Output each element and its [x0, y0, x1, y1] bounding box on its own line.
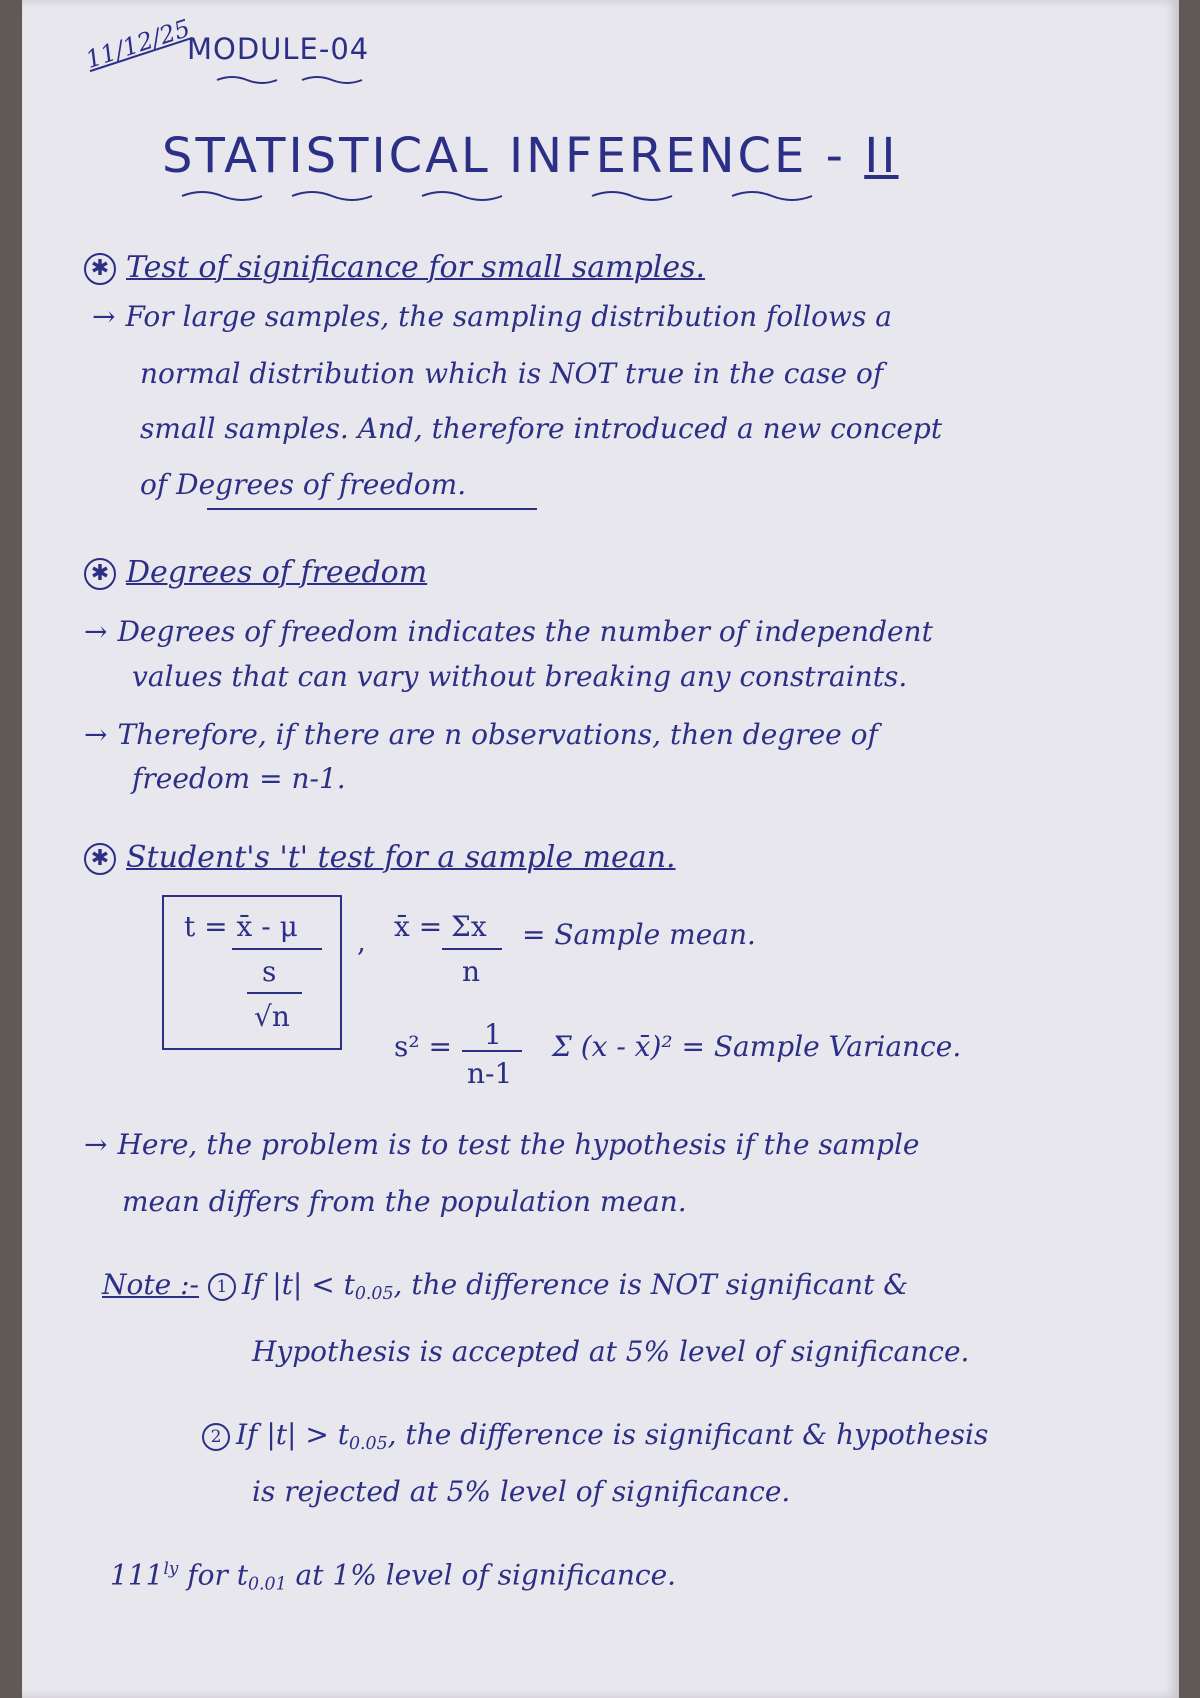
section2-line2: values that can vary without breaking any constraints. — [132, 660, 908, 693]
xbar-definition: = Sample mean. — [522, 918, 756, 951]
note1-text-b: , the difference is NOT significant & — [393, 1268, 909, 1301]
asterisk-bullet-icon: ✱ — [84, 253, 116, 285]
section2-text-1: Degrees of freedom indicates the number of independent — [117, 615, 933, 648]
note1-text-a: If |t| < t — [241, 1268, 355, 1301]
t-fraction-bar — [232, 948, 322, 950]
t-den-bar — [247, 992, 302, 994]
formula-comma: , — [357, 925, 366, 958]
s2-denominator: n-1 — [467, 1057, 513, 1090]
section2-line1 — [84, 615, 933, 648]
note1-line2: Hypothesis is accepted at 5% level of significance. — [252, 1335, 970, 1368]
section2-text-3: Therefore, if there are n observations, then degree of — [117, 718, 878, 751]
section1-line2: normal distribution which is NOT true in the case of — [140, 357, 884, 390]
arrow-bullet-icon: → — [84, 718, 108, 751]
note-label: Note :- — [102, 1268, 199, 1301]
date: 11/12/25 — [82, 14, 194, 74]
section2-title: Degrees of freedom — [126, 555, 428, 590]
section2-line3 — [84, 718, 878, 751]
section3-title: Student's 't' test for a sample mean. — [126, 840, 676, 875]
s2-fraction-bar — [462, 1050, 522, 1052]
note2-line2: is rejected at 5% level of significance. — [252, 1475, 791, 1508]
xbar-numerator: x̄ = Σx — [394, 910, 487, 943]
notebook-page — [22, 0, 1179, 1698]
section1-title: Test of significance for small samples. — [126, 250, 706, 285]
asterisk-bullet-icon: ✱ — [84, 558, 116, 590]
arrow-bullet-icon: → — [84, 1128, 108, 1161]
dof-underline — [207, 508, 537, 510]
note-line1 — [102, 1268, 908, 1304]
note3-text-a: for t — [187, 1558, 248, 1592]
note2-line1 — [202, 1418, 988, 1454]
section1-line3: small samples. And, therefore introduced a new concept — [140, 412, 943, 445]
arrow-bullet-icon: → — [92, 300, 116, 333]
section3-line2: mean differs from the population mean. — [122, 1185, 687, 1218]
section3-line1 — [84, 1128, 920, 1161]
note1-subscript: 0.05 — [354, 1284, 394, 1305]
ly-prefix: 111 — [110, 1558, 164, 1592]
note3-subscript: 0.01 — [247, 1574, 287, 1595]
note2-text-a: If |t| > t — [236, 1418, 349, 1451]
xbar-denominator: n — [462, 955, 481, 988]
s2-numerator: 1 — [484, 1018, 502, 1051]
asterisk-bullet-icon: ✱ — [84, 843, 116, 875]
t-den-s: s — [262, 955, 277, 988]
section3-text-1: Here, the problem is to test the hypothesis if the sample — [117, 1128, 920, 1161]
section3-heading — [84, 840, 676, 875]
section2-line4: freedom = n-1. — [132, 762, 346, 795]
title-underline — [172, 188, 872, 204]
section1-line4: of Degrees of freedom. — [140, 468, 467, 501]
t-den-root: √n — [254, 1000, 290, 1033]
page-title — [162, 128, 899, 184]
module-label: MODULE-04 — [187, 32, 370, 66]
s2-lhs: s² = — [394, 1030, 452, 1063]
ly-superscript: ly — [163, 1558, 179, 1578]
section1-heading — [84, 250, 705, 285]
note2-text-b: , the difference is significant & hypothesis — [387, 1418, 989, 1451]
section1-line1 — [92, 300, 892, 333]
xbar-fraction-bar — [442, 948, 502, 950]
note2-subscript: 0.05 — [348, 1434, 388, 1455]
note3-text-b: at 1% level of significance. — [295, 1558, 677, 1592]
module-underline — [212, 72, 382, 86]
number-1-icon: 1 — [208, 1273, 236, 1301]
s2-definition: Σ (x - x̄)² = Sample Variance. — [552, 1030, 962, 1063]
note3-line — [110, 1558, 676, 1595]
section1-text-1: For large samples, the sampling distribution follows a — [125, 300, 892, 333]
title-main: STATISTICAL INFERENCE - — [162, 128, 865, 184]
number-2-icon: 2 — [202, 1423, 230, 1451]
arrow-bullet-icon: → — [84, 615, 108, 648]
title-roman: II — [864, 128, 899, 184]
t-numerator: t = x̄ - μ — [184, 910, 298, 943]
section2-heading — [84, 555, 427, 590]
